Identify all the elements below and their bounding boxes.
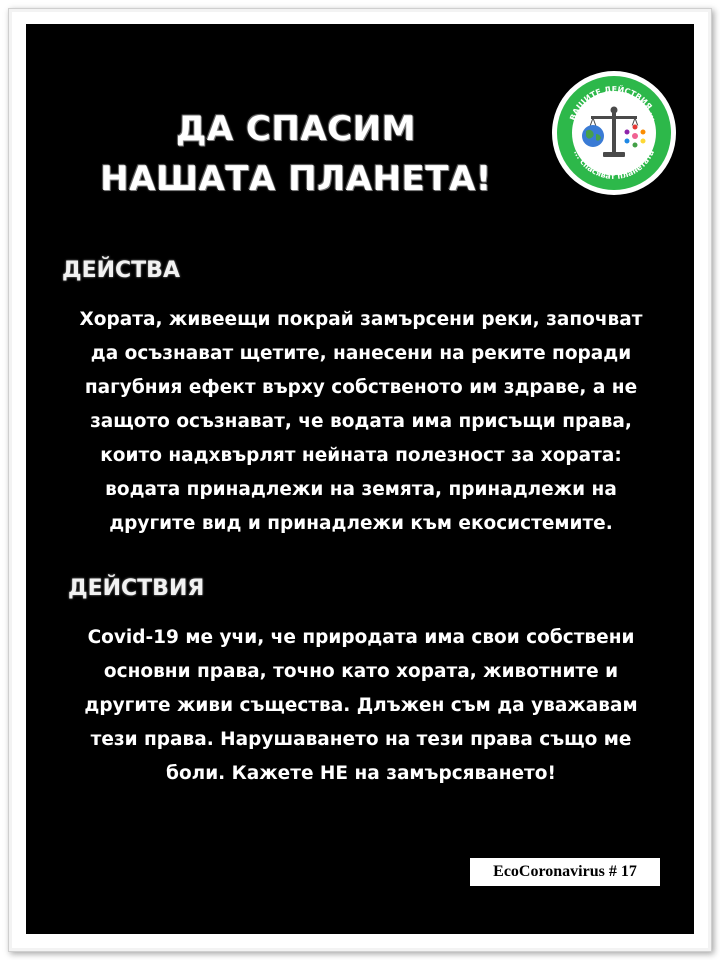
- title-line-2: НАШАТА ПЛАНЕТА!: [100, 159, 492, 199]
- poster-title: [86, 104, 506, 204]
- scales-of-justice-logo-icon: [551, 70, 677, 196]
- text-line: Хората, живеещи покрай замърсени реки, започват: [79, 309, 643, 330]
- section-2-heading: ДЕЙСТВИЯ: [68, 576, 205, 601]
- text-line: боли. Кажете НЕ на замърсяването!: [166, 763, 556, 784]
- text-line: другите живи същества. Длъжен съм да уважавам: [84, 695, 638, 716]
- text-line: Covid-19 ме учи, че природата има свои собствени: [87, 627, 635, 648]
- text-line: които надхвърлят нейната полезност за хората:: [100, 445, 622, 466]
- section-1-text: [34, 303, 688, 541]
- text-line: пагубния ефект върху собственото им здраве, а не: [84, 377, 638, 398]
- logo-top-text: ВАШИТЕ ДЕЙСТВИЯ ...: [568, 84, 660, 122]
- logo-bottom-text: ... спасяват планетата: [572, 148, 657, 182]
- text-line: да осъзнават щетите, нанесени на реките поради: [90, 343, 632, 364]
- text-line: другите вид и принадлежи към екосистемите.: [109, 513, 613, 534]
- campaign-logo: [551, 70, 677, 196]
- hashtag-label: EcoCoronavirus # 17: [470, 858, 660, 886]
- text-line: водата принадлежи на земята, принадлежи на: [105, 479, 617, 500]
- section-2-text: [34, 621, 688, 791]
- title-line-1: ДА СПАСИМ: [176, 109, 416, 149]
- text-line: основни права, точно като хората, животните и: [103, 661, 619, 682]
- text-line: тези права. Нарушаването на тези права също ме: [90, 729, 632, 750]
- section-1-heading: ДЕЙСТВА: [62, 258, 180, 283]
- text-line: защото осъзнават, че водата има присъщи права,: [90, 411, 632, 432]
- poster: [26, 24, 694, 934]
